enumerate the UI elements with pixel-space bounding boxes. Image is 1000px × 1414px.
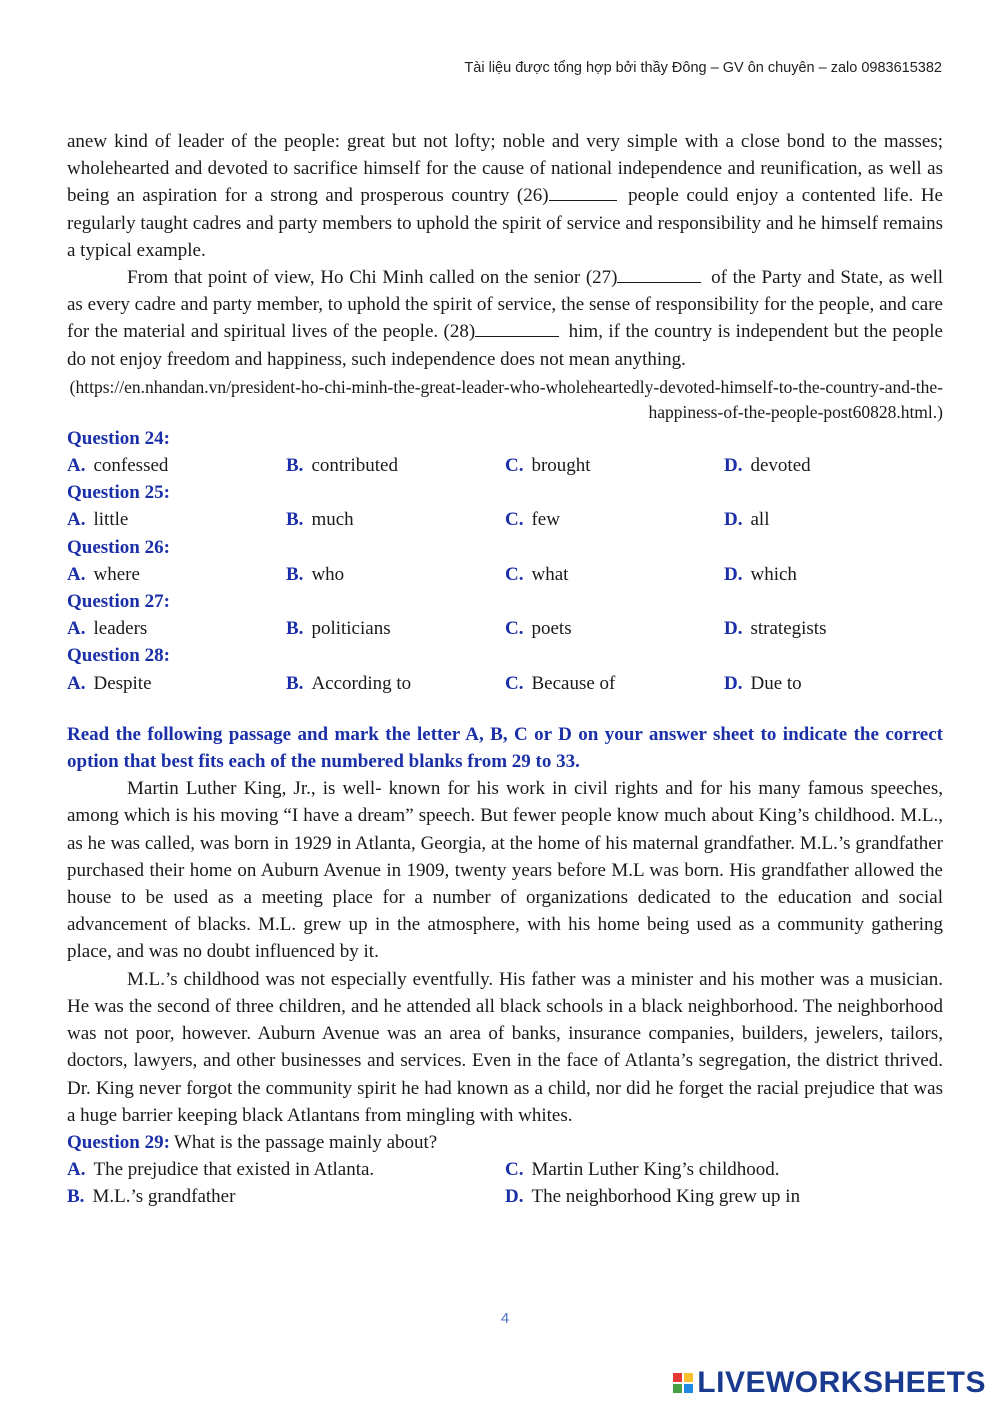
- liveworksheets-logo: [673, 1366, 986, 1400]
- option-text: few: [531, 509, 560, 531]
- section-instruction: Read the following passage and mark the letter A, B, C or D on your answer sheet to indicate the correct option that best fits each of the numbered blanks from 29 to 33.: [67, 723, 943, 773]
- option-letter: B.: [67, 1186, 85, 1208]
- option-b[interactable]: [286, 615, 505, 642]
- passage1-paragraph: [67, 128, 943, 264]
- option-letter: A.: [67, 509, 86, 531]
- question-26: [67, 534, 943, 588]
- option-letter: A.: [67, 1159, 86, 1181]
- option-a[interactable]: [67, 452, 286, 479]
- option-text: little: [93, 509, 129, 531]
- passage-text: him, if the country is independent but the people do not enjoy freedom and happiness, such independence does not mean anything.: [67, 321, 943, 370]
- option-a[interactable]: [67, 1156, 505, 1183]
- option-letter: B.: [286, 563, 304, 585]
- option-letter: C.: [505, 672, 524, 694]
- page-number: 4: [500, 1310, 510, 1327]
- question-title: Question 27:: [67, 591, 170, 613]
- option-text: much: [311, 509, 354, 531]
- question-24: [67, 425, 943, 479]
- option-letter: B.: [286, 672, 304, 694]
- option-c[interactable]: [505, 561, 724, 588]
- question-title: Question 28:: [67, 645, 170, 667]
- option-text: brought: [531, 455, 591, 477]
- option-d[interactable]: [724, 615, 943, 642]
- option-text: Despite: [93, 672, 152, 694]
- option-d[interactable]: [724, 670, 943, 697]
- page-header: Tài liệu được tổng hợp bởi thầy Đông – GV ôn chuyên – zalo 0983615382: [464, 60, 942, 76]
- option-a[interactable]: [67, 615, 286, 642]
- option-d[interactable]: [724, 561, 943, 588]
- option-d[interactable]: [724, 506, 943, 533]
- option-a[interactable]: [67, 670, 286, 697]
- question-title: Question 25:: [67, 482, 170, 504]
- option-letter: C.: [505, 618, 524, 640]
- question-29: [67, 1129, 943, 1211]
- option-letter: A.: [67, 618, 86, 640]
- option-text: confessed: [93, 455, 169, 477]
- option-a[interactable]: [67, 506, 286, 533]
- option-text: The neighborhood King grew up in: [531, 1186, 801, 1208]
- passage-text: anew kind of leader of the people: great but not lofty; noble and very simple with a close bond to the masses; wholehearted and devoted to sacrifice himself for the cause of national independence and reunification, as well as being an aspiration for a strong and prosperous country (26): [67, 131, 943, 207]
- option-text: all: [750, 509, 770, 531]
- option-letter: C.: [505, 563, 524, 585]
- option-text: contributed: [311, 455, 398, 477]
- option-letter: A.: [67, 455, 86, 477]
- option-text: M.L.’s grandfather: [92, 1186, 236, 1208]
- option-letter: C.: [505, 509, 524, 531]
- option-c[interactable]: [505, 506, 724, 533]
- option-text: where: [93, 563, 140, 585]
- option-b[interactable]: [67, 1183, 505, 1210]
- passage1-paragraph: [67, 264, 943, 373]
- source-citation: (https://en.nhandan.vn/president-ho-chi-minh-the-great-leader-who-wholeheartedly-devoted-himself-to-the-country-and-the-happiness-of-the-people-post60828.html.): [69, 376, 943, 422]
- option-text: Due to: [750, 672, 802, 694]
- option-text: Martin Luther King’s childhood.: [531, 1159, 780, 1181]
- option-text: Because of: [531, 672, 616, 694]
- option-letter: D.: [724, 672, 743, 694]
- option-text: poets: [531, 618, 572, 640]
- document-body: [67, 128, 943, 1211]
- option-letter: A.: [67, 672, 86, 694]
- option-text: devoted: [750, 455, 811, 477]
- option-text: leaders: [93, 618, 148, 640]
- question-title: Question 29:: [67, 1131, 170, 1153]
- question-title: Question 26:: [67, 536, 170, 558]
- option-letter: D.: [724, 509, 743, 531]
- blank-27: [617, 266, 701, 283]
- option-letter: D.: [724, 618, 743, 640]
- option-b[interactable]: [286, 506, 505, 533]
- option-c[interactable]: [505, 452, 724, 479]
- question-27: [67, 588, 943, 642]
- option-text: According to: [311, 672, 412, 694]
- question-stem: What is the passage mainly about?: [173, 1131, 438, 1153]
- option-text: The prejudice that existed in Atlanta.: [93, 1159, 375, 1181]
- option-letter: D.: [724, 563, 743, 585]
- passage2-paragraph: M.L.’s childhood was not especially eventfully. His father was a minister and his mother was a musician. He was the second of three children, and he attended all black schools in a black neighborhood. The neighborhood was not poor, however. Auburn Avenue was an area of banks, insurance companies, builders, jewelers, tailors, doctors, lawyers, and other businesses and services. Even in the face of Atlanta’s segregation, the district thrived. Dr. King never forgot the community spirit he had known as a child, nor did he forget the racial prejudice that was a huge barrier keeping black Atlantans from mingling with whites.: [67, 968, 943, 1126]
- question-28: [67, 642, 943, 696]
- passage-text: of the Party and State, as well as every cadre and party member, to uphold the spirit of service, the sense of responsibility for the people, and care for the material and spiritual lives of the people. (28): [67, 267, 943, 343]
- option-c[interactable]: [505, 670, 724, 697]
- option-c[interactable]: [505, 1156, 943, 1183]
- passage2-paragraph: Martin Luther King, Jr., is well- known for his work in civil rights and for his many famous speeches, among which is his moving “I have a dream” speech. But fewer people know much about King’s childhood. M.L., as he was called, was born in 1929 in Atlanta, Georgia, at the home of his maternal grandfather. M.L.’s grandfather purchased their home on Auburn Avenue in 1909, twenty years before M.L was born. His grandfather allowed the house to be used as a meeting place for a number of organizations dedicated to the education and social advancement of blacks. M.L. grew up in the atmosphere, with his home being used as a community gathering place, and was no doubt influenced by it.: [67, 778, 943, 963]
- option-c[interactable]: [505, 615, 724, 642]
- blank-28: [475, 320, 559, 337]
- option-b[interactable]: [286, 561, 505, 588]
- option-text: which: [750, 563, 797, 585]
- option-text: politicians: [311, 618, 391, 640]
- passage-text: people could enjoy a contented life. He regularly taught cadres and party members to uphold the spirit of service and responsibility and he himself remains a typical example.: [67, 185, 943, 261]
- option-b[interactable]: [286, 670, 505, 697]
- logo-mark-icon: [673, 1373, 693, 1393]
- question-title: Question 24:: [67, 427, 170, 449]
- option-d[interactable]: [505, 1183, 943, 1210]
- option-letter: D.: [724, 455, 743, 477]
- option-letter: B.: [286, 509, 304, 531]
- question-25: [67, 479, 943, 533]
- blank-26: [549, 184, 617, 201]
- logo-text: LIVEWORKSHEETS: [697, 1366, 986, 1399]
- option-letter: D.: [505, 1186, 524, 1208]
- option-a[interactable]: [67, 561, 286, 588]
- option-text: what: [531, 563, 569, 585]
- option-letter: C.: [505, 455, 524, 477]
- option-text: strategists: [750, 618, 827, 640]
- option-d[interactable]: [724, 452, 943, 479]
- option-letter: A.: [67, 563, 86, 585]
- option-letter: B.: [286, 455, 304, 477]
- option-letter: C.: [505, 1159, 524, 1181]
- option-letter: B.: [286, 618, 304, 640]
- option-b[interactable]: [286, 452, 505, 479]
- option-text: who: [311, 563, 345, 585]
- passage-text: From that point of view, Ho Chi Minh called on the senior (27): [127, 267, 618, 289]
